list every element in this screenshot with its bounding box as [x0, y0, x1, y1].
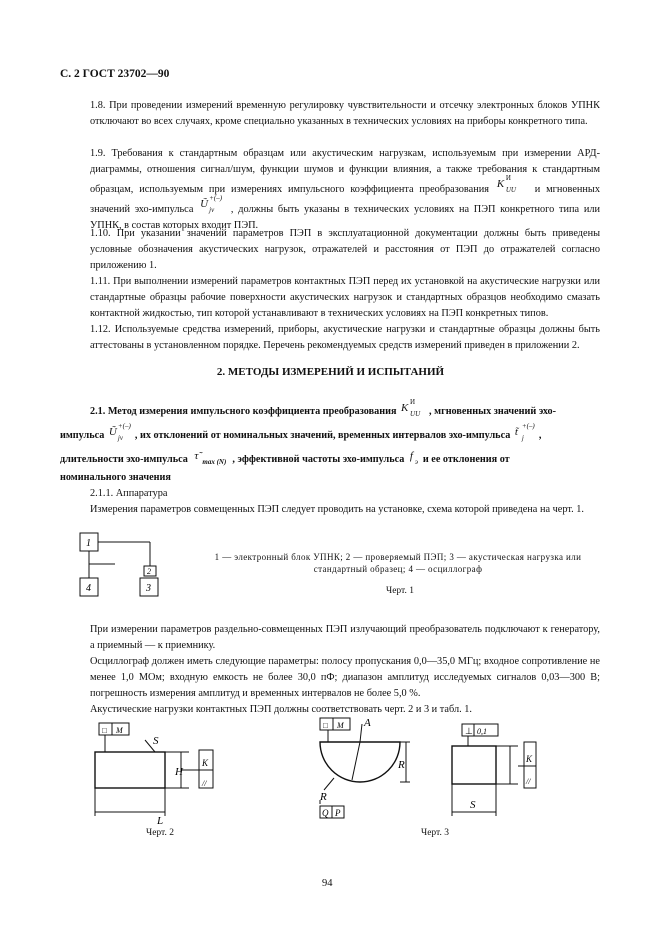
para-oscilloscope: Осциллограф должен иметь следующие параметры: полосу пропускания 0,0—35,0 МГц; входное сопротивление не менее 1,0 МОм; входную емкость не более 30,0 пФ; диапазон амплитуд исследуемых сигналов 0,03—300 В; погрешность измерения амплитуд и временных интервалов не более 5,0 %. [90, 656, 600, 699]
math-u-jv: Ũ +(–) jv [108, 422, 131, 442]
svg-text:2: 2 [147, 567, 151, 576]
clause-2-1-1-title: 2.1.1. Аппаратура [90, 488, 168, 499]
block-body [95, 752, 165, 788]
figure-1-scheme [70, 528, 170, 602]
svg-text:3: 3 [146, 583, 151, 594]
figure-1-legend: 1 — электронный блок УПНК; 2 — проверяемый ПЭП; 3 — акустическая нагрузка или стандартный образец; 4 — осциллограф [214, 552, 582, 574]
svg-text:S: S [470, 799, 476, 811]
half-cylinder-body [320, 742, 400, 782]
figure-2-caption: Черт. 2 [146, 828, 174, 838]
svg-text:K: K [202, 758, 209, 768]
svg-text:4: 4 [86, 583, 91, 594]
para-separate-pep: При измерении параметров раздельно-совмещенных ПЭП излучающий преобразователь подключают к генератору, а приемный — к приемнику. [90, 624, 600, 651]
cube-body [452, 746, 496, 784]
page-number: 94 [322, 878, 333, 889]
svg-text://: // [526, 777, 531, 786]
math-u-jv: Ũ +(–) jv [200, 194, 223, 214]
para-acoustic-loads: Акустические нагрузки контактных ПЭП должны соответствовать черт. 2 и 3 и табл. 1. [90, 704, 472, 715]
svg-text:1: 1 [86, 538, 91, 549]
svg-text:K: K [526, 754, 533, 764]
math-k-uu: K И UU [401, 398, 421, 418]
paragraph: 1.10. При указании значений параметров ПЭП в эксплуатационной документации должны быть приведены условные обозначения акустических нагрузок, отражателей и расстояния от ПЭП до отражателей согласно приложению 1. [90, 228, 600, 271]
math-t-j: t̃ +(–) j [514, 422, 535, 442]
figure-3-caption: Черт. 3 [421, 828, 449, 838]
math-k-uu: K И UU [496, 174, 516, 194]
paragraph: 1.8. При проведении измерений временную регулировку чувствительности и отсечку электронных блоков УПНК отключают во всех случаях, кроме специально указанных в технических условиях на приборы конкретного типа. [90, 100, 600, 127]
clause-1-9 [90, 146, 600, 234]
svg-text:R: R [320, 791, 327, 803]
svg-text:A: A [364, 717, 371, 729]
text: и мгновенных значений эхо-импульса [90, 184, 600, 215]
clause-1-12 [90, 322, 600, 354]
page-header: С. 2 ГОСТ 23702—90 [60, 68, 170, 80]
svg-text://: // [202, 779, 207, 788]
svg-text:⊥: ⊥ [465, 726, 473, 736]
paragraph: 1.12. Используемые средства измерений, приборы, акустические нагрузки и стандартные образцы должны быть аттестованы в установленном порядке. Перечень рекомендуемых средств измерений приведен в приложении 2. [90, 324, 600, 351]
svg-text:H: H [175, 766, 183, 778]
clause-1-10 [90, 226, 600, 274]
svg-text:□: □ [102, 726, 107, 735]
svg-text:M: M [116, 726, 123, 735]
svg-text:M: M [337, 721, 344, 730]
text: , должны быть указаны в технических условиях на ПЭП конкретного типа или УПНК, в состав которых входит ПЭП. [90, 204, 600, 231]
clause-2-1-heading-end: номинального значения [60, 472, 171, 483]
math-f-e: f э [409, 450, 418, 466]
text: 1.9. Требования к стандартным образцам или акустическим нагрузкам, используемым при измерении АРД-диаграммы, отношения сигнал/шум, функции шумов и функции влияния, а также требования к стандартным образцам, используемым при измерениях импульсного коэффициента преобразования [90, 148, 600, 195]
clause-1-11 [90, 274, 600, 322]
figure-1-caption: Черт. 1 [386, 586, 414, 596]
paragraph [90, 146, 600, 234]
figure-2-drawing [85, 718, 235, 830]
paragraph: 1.11. При выполнении измерений параметров контактных ПЭП перед их установкой на акустические нагрузки или стандартные образцы рабочие поверхности акустических нагрузок и стандартных образцов необходимо смазать контактной жидкостью, тип которой устанавливают в технических условиях на ПЭП конкретных типов. [90, 276, 600, 319]
clause-1-8 [90, 98, 600, 130]
svg-text:□: □ [323, 721, 328, 730]
clause-2-1-1-text: Измерения параметров совмещенных ПЭП следует проводить на установке, схема которой приведена на черт. 1. [90, 504, 584, 515]
svg-text:P: P [335, 808, 341, 818]
svg-text:Q: Q [322, 808, 329, 818]
svg-text:L: L [157, 815, 164, 827]
math-tau-max: τ̃ max (N) [194, 450, 227, 466]
clause-2-1-heading: 2.1. Метод измерения импульсного коэффициента преобразования K И UU , мгновенных значений эхо- импульса Ũ +(–) jv , их отклонений от номинальных значений, временных интервалов эхо-импульса t̃ +(–) j , длительности эхо-импульса τ̃ max (N) , эффективной частоты эхо-импульса f э и ее отклонения от [60, 398, 557, 466]
svg-text:0,1: 0,1 [477, 727, 487, 736]
svg-text:S: S [153, 735, 159, 747]
figure-3-drawing [300, 712, 540, 826]
section-title: 2. МЕТОДЫ ИЗМЕРЕНИЙ И ИСПЫТАНИЙ [216, 366, 445, 378]
svg-text:R: R [398, 759, 405, 771]
